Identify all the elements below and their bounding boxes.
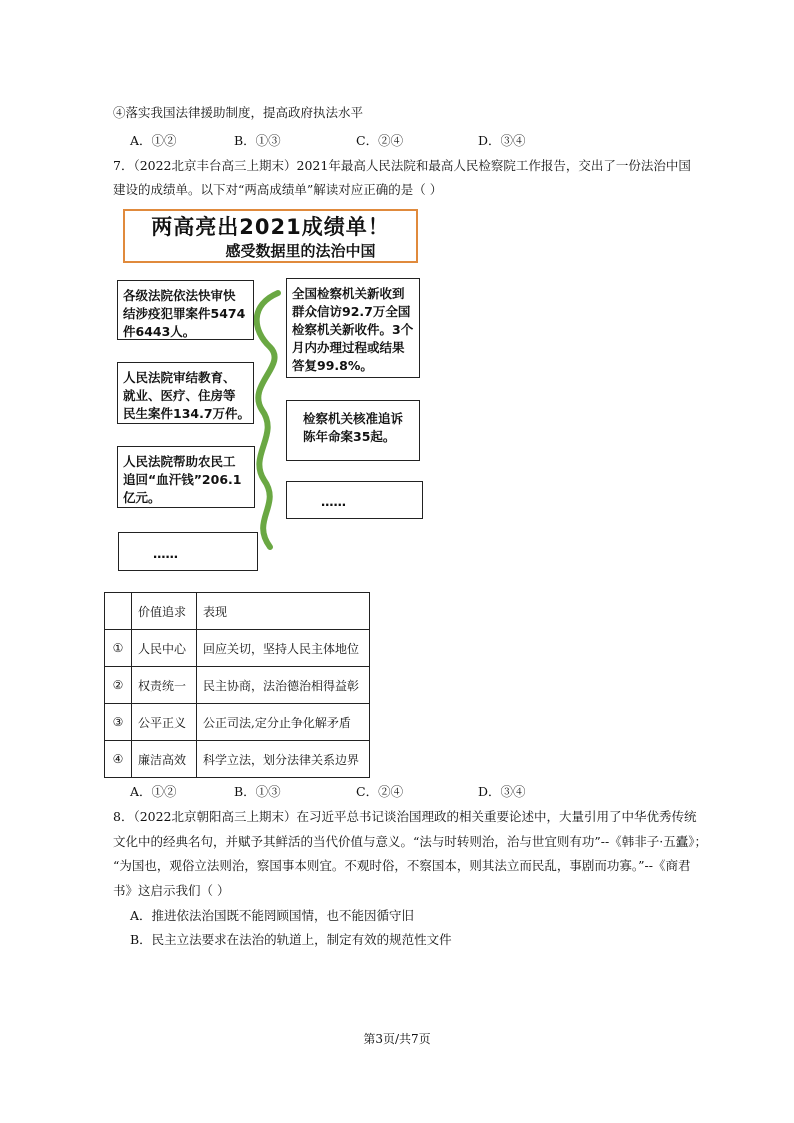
q8-stem-line2: 文化中的经典名句，并赋予其鲜活的当代价值与意义。“法与时转则治，治与世宜则有功”--《韩非子·五蠹》； (113, 834, 707, 849)
right-box-1 (286, 278, 420, 378)
value-table (104, 592, 370, 778)
left-box-1-line: 各级法院依法快审快 (123, 288, 236, 303)
q8-stem-line4: 书》这启示我们（ ） (113, 883, 230, 898)
table-row (105, 667, 370, 704)
table-cell: 回应关切，坚持人民主体地位 (197, 630, 370, 667)
right-box-3-line: …… (321, 494, 346, 509)
right-box-1-line: 月内办理过程或结果 (292, 340, 405, 355)
left-box-3 (117, 446, 255, 508)
table-cell: ① (105, 630, 132, 667)
table-cell: ④ (105, 741, 132, 778)
q6-options (130, 131, 690, 149)
table-cell: ③ (105, 704, 132, 741)
figure-title: 两高亮出2021成绩单！ (151, 215, 390, 239)
left-box-3-line: 人民法院帮助农民工 (123, 454, 236, 469)
q7-stem-line1: 7．（2022北京丰台高三上期末）2021年最高人民法院和最高人民检察院工作报告，交出了一份法治中国 (113, 158, 691, 173)
figure-banner (123, 209, 418, 263)
q6-option-d[interactable]: D．③④ (478, 133, 526, 148)
left-box-2-line: 就业、医疗、住房等 (123, 388, 236, 403)
q7-option-b[interactable]: B．①③ (234, 784, 281, 799)
left-box-3-line: 亿元。 (123, 490, 161, 505)
q8-stem-line1: 8．（2022北京朝阳高三上期末）在习近平总书记谈治国理政的相关重要论述中，大量引用了中华优秀传统 (113, 809, 697, 824)
right-box-1-line: 答复99.8%。 (292, 358, 373, 373)
q7-option-d[interactable]: D．③④ (478, 784, 526, 799)
table-cell: 公平正义 (132, 704, 197, 741)
table-cell: 民主协商，法治德治相得益彰 (197, 667, 370, 704)
right-box-1-line: 全国检察机关新收到 (292, 286, 405, 301)
right-box-1-line: 检察机关新收件。3个 (292, 322, 414, 337)
table-row (105, 704, 370, 741)
q6-option-b[interactable]: B．①③ (234, 133, 281, 148)
q8-option-b[interactable]: B．民主立法要求在法治的轨道上，制定有效的规范性文件 (130, 932, 452, 947)
table-row (105, 741, 370, 778)
q7-option-a[interactable]: A．①② (130, 784, 177, 799)
right-box-2 (286, 400, 420, 461)
left-box-4 (118, 532, 258, 571)
right-box-3 (286, 481, 423, 519)
q8-stem-line3: “为国也，观俗立法则治，察国事本则宜。不观时俗，不察国本，则其法立而民乱，事剧而功寡。”--《商君 (113, 858, 691, 873)
q7-options (130, 782, 690, 800)
table-header-cell: 表现 (197, 593, 370, 630)
table-cell: ② (105, 667, 132, 704)
left-box-2 (117, 362, 254, 424)
q6-option-c[interactable]: C．②④ (356, 133, 404, 148)
table-header-cell: 价值追求 (132, 593, 197, 630)
q6-option-a[interactable]: A．①② (130, 133, 177, 148)
statement-4: ④落实我国法律援助制度，提高政府执法水平 (113, 105, 364, 120)
table-cell: 廉洁高效 (132, 741, 197, 778)
left-box-2-line: 民生案件134.7万件。 (123, 406, 251, 421)
left-box-1-line: 件6443人。 (123, 324, 196, 339)
left-box-1-line: 结涉疫犯罪案件5474 (123, 306, 246, 321)
table-row (105, 630, 370, 667)
table-cell: 权责统一 (132, 667, 197, 704)
table-header-row (105, 593, 370, 630)
right-box-1-line: 群众信访92.7万全国 (292, 304, 411, 319)
left-box-1 (117, 280, 254, 340)
page-footer: 第3页/共7页 (363, 1032, 431, 1046)
q7-option-c[interactable]: C．②④ (356, 784, 404, 799)
q7-stem-line2: 建设的成绩单。以下对“两高成绩单”解读对应正确的是（ ） (113, 182, 443, 197)
right-box-2-line: 检察机关核准追诉 (303, 411, 404, 426)
left-box-3-line: 追回“血汗钱”206.1 (123, 472, 242, 487)
table-cell: 科学立法，划分法律关系边界 (197, 741, 370, 778)
left-box-2-line: 人民法院审结教育、 (123, 370, 236, 385)
table-cell (105, 593, 132, 630)
right-box-2-line: 陈年命案35起。 (303, 429, 396, 444)
left-box-4-line: …… (153, 546, 178, 561)
q8-option-a[interactable]: A．推进依法治国既不能罔顾国情，也不能因循守旧 (130, 908, 415, 923)
figure-subtitle: 感受数据里的法治中国 (225, 242, 376, 260)
table-cell: 公正司法,定分止争化解矛盾 (197, 704, 370, 741)
table-cell: 人民中心 (132, 630, 197, 667)
